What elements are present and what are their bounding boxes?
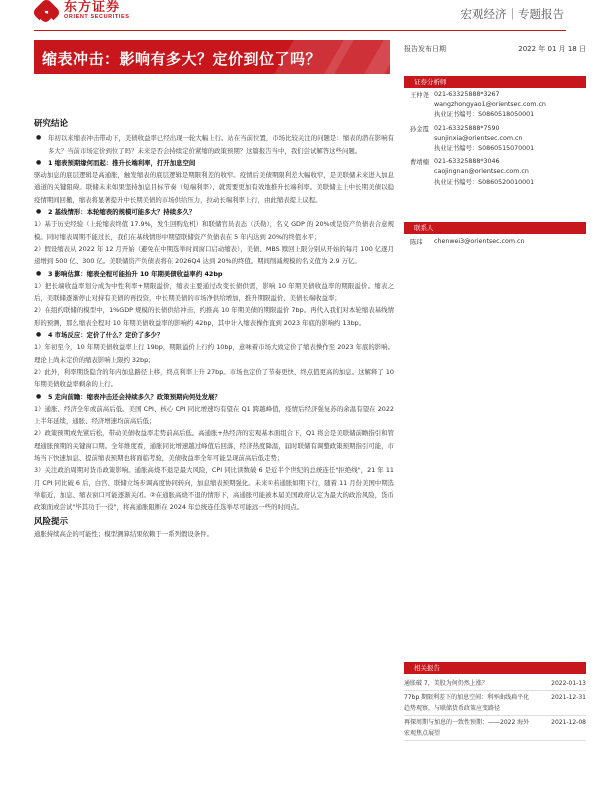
- report-date: [404, 44, 586, 54]
- risk-title: 风险提示: [34, 516, 69, 527]
- contact-entry: [404, 237, 586, 247]
- contact-name: 陈玮: [410, 239, 423, 246]
- section-bullet: [34, 391, 394, 403]
- bullet-dot-icon: ●: [36, 208, 42, 216]
- report-title: 缩表冲击：影响有多大？定价到位了吗？: [42, 50, 322, 68]
- contact-label: 联系人: [414, 224, 434, 232]
- analyst-license: 执业证书编号：S0860520010001: [434, 178, 535, 186]
- analyst-entry: [404, 157, 586, 188]
- analyst-phone: 021-63325888*7590: [434, 124, 500, 132]
- related-report-item[interactable]: [404, 716, 586, 741]
- contact-email[interactable]: chenwei3@orientsec.com.cn: [434, 238, 525, 245]
- analysts-header-bar: [404, 76, 586, 88]
- section-title: 2 基线情形：本轮缩表的规模可能多大？持续多久？: [48, 208, 196, 217]
- analyst-entry: [404, 124, 586, 155]
- contact-list: [404, 237, 586, 250]
- analyst-email[interactable]: wangzhongyao1@orientsec.com.cn: [434, 101, 546, 109]
- related-report-date: 2022-01-13: [551, 680, 586, 687]
- analyst-email[interactable]: caojingnan@orientsec.com.cn: [434, 168, 529, 176]
- analyst-phone: 021-63325888*3046: [434, 158, 500, 166]
- analyst-name: 曹靖楠: [410, 159, 429, 167]
- section-bullet: [34, 329, 394, 341]
- section-paragraph: 1）通胀、经济全年或前高后低。美国 CPI、核心 CPI 同比增速均有望在 Q1 跨越峰值，疫情后经济强复苏的余温有望在 2022 上半年延续，通胀、经济增速均前高后低；: [34, 404, 394, 426]
- section-paragraph: 1）把长端收益率划分成为中性利率+期限溢价，缩表主要通过改变长债供需，影响 10 年期美债收益率的期限溢价。缩表之后，美联储逐渐停止对持有美债的再投资，中长期美债的市场净供给增加，推升期限溢价、美债长端收益率；: [34, 281, 394, 303]
- section-paragraph: 3）关注政治周期对货币政策影响。通胀高烧不退是最大风险，CPI 同比读数破 6 是近半个世纪的总统连任"拒绝线"，21 年 11 月 CPI 同比破 6 后，白宫、联储立场步调高度协同转向，加息缩表预期强化。未来①若通胀如期下行，随着 11 月份美国中期选举临近，加息、缩表窗口可能逐渐关闭。②在通胀高烧不退的情形下，高通胀可能被本届美国政府认定为最大的政治风险，货币政策面或尝试"毕其功于一役"，将高通胀阻断在 2024 年总统连任选举尽可能远一些的时间点。: [34, 466, 394, 512]
- logo-cn-text: 东方证券: [64, 0, 121, 15]
- analysts-label: 证券分析师: [414, 78, 447, 86]
- page-header: [0, 0, 600, 32]
- analyst-phone: 021-63325888*3267: [434, 91, 500, 98]
- analyst-entry: [404, 90, 586, 121]
- section-bullet: [34, 206, 394, 218]
- analyst-email[interactable]: sunjinxia@orientsec.com.cn: [434, 134, 523, 142]
- related-report-item[interactable]: [404, 691, 586, 716]
- related-report-date: 2021-12-08: [551, 719, 586, 726]
- analyst-license: 执业证书编号：S0860518050001: [434, 111, 535, 119]
- risk-text: 通胀持续高企的可能性；模型测算结果依赖于一系列假设条件。: [34, 529, 213, 538]
- intro-text: 年初以来缩表冲击带动下，美债收益率已经出现一轮大幅上行。站在当前位置，市场比较关注的问题是：缩表的潜在影响有多大？当前市场定价到位了吗？未来是否会持续定价紧缩的政策预期？这篇报告当中，我们尝试解答这些问题。: [48, 134, 394, 155]
- bullet-dot-icon: ●: [36, 134, 42, 142]
- section-title: 4 市场反应：定价了什么？定价了多少？: [48, 331, 164, 340]
- bullet-dot-icon: ●: [36, 158, 42, 166]
- analysts-list: [404, 90, 586, 191]
- section-title: 5 走向前瞻：缩表冲击还会持续多久？政策预期向何处发展？: [48, 392, 221, 401]
- section-paragraph: 2）此外，利率期货隐含的年内加息路径上移，终点利率上升 27bp。市场也定价了节奏更快、终点值更高的加息。这解释了 10 年期美债收益率剩余的上行。: [34, 367, 394, 389]
- main-content: [34, 118, 394, 540]
- logo-flower-icon: [34, 0, 60, 22]
- related-report-item[interactable]: [404, 677, 586, 691]
- report-date-label: 报告发布日期: [404, 45, 446, 53]
- related-report-title[interactable]: 再探周期与加息的一致性预期：——2022 海外宏观焦点展望: [404, 719, 530, 737]
- related-report-title[interactable]: 77bp 期限利差下的加息空间：利率曲线扁平化趋势观察，与联储货币政策应变路径: [404, 694, 530, 712]
- section-paragraph: 驱动加息的底层逻辑是高通胀，触发缩表的底层逻辑是期限利差的收窄。疫情后美债期限利差大幅收窄，是美联储未来进入加息通道的关键阻碍。联储未来如果坚持加息目标节奏（短端利率），就需要更加有效地推升长端利率。美联储主上中长期美债以稳疫情期间回撤，缩表将显著提升中长期美债的市场供给压力，拉动长端利率上行，由此缩表提上议程。: [34, 171, 394, 204]
- section-title: 3 影响估算：缩表全程可能抬升 10 年期美债收益率约 42bp: [48, 269, 223, 278]
- related-report-date: 2021-12-31: [551, 694, 586, 701]
- related-header-bar: [404, 662, 586, 674]
- header-divider: [34, 30, 566, 31]
- orient-securities-logo: [34, 0, 130, 22]
- section-paragraph: 2）政策预期或先紧后松，带动美债收益率走势前高后低。高通胀+热经济的宏观基本面组合下，Q1 将会是美联储前瞻指引和管理通胀预期的关键窗口期。全年维度看，通胀同比增速越过峰值后回落，经济热度降温，届时联储有调整政策预期指引可能，市场当下快速加息、提前缩表预期也将面临考验，美债收益率全年可能呈现前高后低走势；: [34, 429, 394, 463]
- report-date-value: 2022 年 01 月 18 日: [518, 45, 586, 53]
- intro-bullet: [34, 132, 394, 157]
- analyst-name: 王仲尧: [410, 92, 429, 99]
- bullet-dot-icon: ●: [36, 392, 42, 400]
- section-bullet: [34, 268, 394, 280]
- section-paragraph: 1）基于历史经验（上轮缩表终值 17.9%，发生回购危机）和联储官员表态（沃勒），名义 GDP 的 20%或是资产负债表合意规模。同时缩表周期不能过长，我们在基线情形中期望联储资产负债表在 5 年内达到 20%的终值水平；: [34, 220, 394, 241]
- related-reports-list: [404, 677, 586, 741]
- section-bullet: [34, 157, 394, 169]
- section-paragraph: 2）在组约联储的模型中，1%GDP 规模的长债供给冲击，约推高 10 年期美债的期限溢价 7bp。再代入我们对本轮缩表基线情形的预测，那么缩表全程对 10 年期美债收益率的影响约 42bp，其中计入缩表操作直到 2023 年底的影响约 13bp。: [34, 306, 394, 327]
- analyst-license: 执业证书编号：S0860515070001: [434, 145, 535, 153]
- section-paragraph: 2）假设缩表从 2022 年 12 月开始（避免在中期选举时间窗口启动缩表），美债、MBS 赎回上限分别从开始的每月 100 亿逐月递增到 500 亿、300 亿。美联储资产负债表将在 2026Q4 达到 20%的终值。期间削减规模的名义值为 2.9 万亿。: [34, 244, 394, 266]
- analyst-name: 孙金霞: [410, 125, 429, 133]
- section-title: 1 缩表预期缘何而起：推升长端利率，打开加息空间: [48, 158, 196, 167]
- bullet-dot-icon: ●: [36, 331, 42, 339]
- section-paragraph: 1）年初至今，10 年期美债收益率上行 19bp，期限溢价上行约 10bp，意味着市场大致定价了缩表操作至 2023 年底的影响。理论上尚未定价的缩表影响上限约 32bp；: [34, 343, 394, 364]
- related-label: 相关报告: [414, 664, 440, 672]
- research-conclusion-title: 研究结论: [34, 119, 69, 129]
- report-category: 宏观经济｜专题报告: [460, 7, 564, 21]
- title-banner: [34, 40, 390, 74]
- related-report-title[interactable]: 通胀破 7，美股为何仍然上涨？: [404, 680, 488, 687]
- bullet-dot-icon: ●: [36, 269, 42, 277]
- logo-en-text: ORIENT SECURITIES: [64, 14, 130, 20]
- contact-header-bar: [404, 222, 586, 234]
